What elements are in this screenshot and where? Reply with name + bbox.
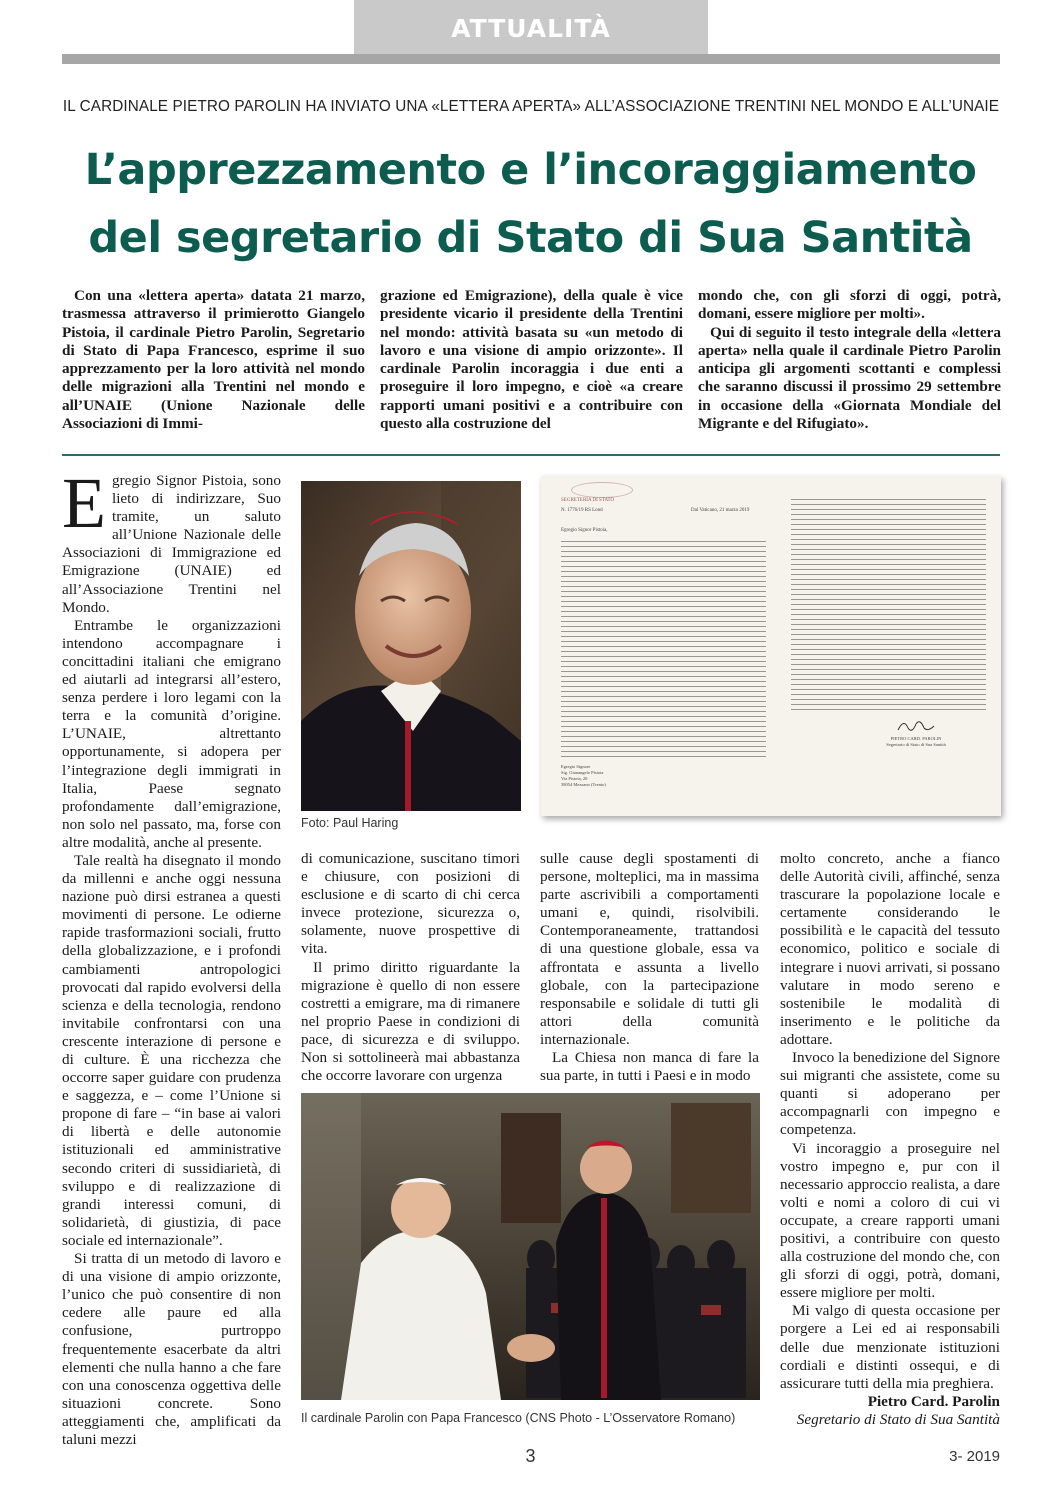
headline bbox=[40, 136, 1021, 272]
letter-salutation: Egregio Signor Pistoia, bbox=[561, 528, 608, 533]
body-paragraph: Tale realtà ha disegnato il mondo da millenni e anche oggi nessuna nazione può dirsi estranea a questi movimenti di persone. Le odierne rapide trasformazioni sociali, frutto della globalizzazione, e i profondi cambiamenti antropologici provocati dal rapido evolversi della scienza e della tecnologia, rendono invitabile confrontarsi con una crescente interazione di persone e di culture. È una ricchezza che occorre saper guidare con prudenza e saggezza, e – come l’Unione si propone di fare – “in base ai valori di libertà e delle autonomie istituzionali ed amministrative secondo criteri di sussidiarietà, di sviluppo e di realizzazione di grandi interessi comuni, di solidarietà, di giustizia, di pace sociale ed internazionale”. bbox=[62, 851, 281, 1249]
lead-divider bbox=[62, 454, 1000, 456]
body-paragraph: Mi valgo di questa occasione per porgere a Lei ed ai responsabili delle due menzionate istituzioni cordiali e distinti ossequi, e di assicurare tutti della mia preghiera. bbox=[780, 1302, 1000, 1392]
lead-paragraph: Qui di seguito il testo integrale della «lettera aperta» nella quale il cardinale Pietro Parolin anticipa gli argomenti scottanti e complessi che saranno discussi il prossimo 29 settembre in occasione della «Giornata Mondiale del Migrante e del Rifugiato». bbox=[698, 323, 1001, 433]
body-column-1 bbox=[62, 463, 281, 1449]
body-paragraph: La Chiesa non manca di fare la sua parte, in tutti i Paesi e in modo bbox=[540, 1049, 759, 1085]
body-paragraph: Invoco la benedizione del Signore sui migranti che assistete, come su quanti si adoperano per accompagnarli con impegno e competenza. bbox=[780, 1049, 1000, 1139]
signature-title: Segretario di Stato di Sua Santità bbox=[796, 1410, 1000, 1428]
body-column-4 bbox=[780, 850, 1000, 1429]
portrait-caption: Foto: Paul Haring bbox=[301, 816, 399, 830]
body-paragraph: Il primo diritto riguardante la migrazione è quello di non essere costretti a emigrare, ma di rimanere nel proprio Paese in condizioni di pace, di sicurezza e di sviluppo. Non si sottolineerà mai abbastanza che occorre lavorare con urgenza bbox=[301, 958, 520, 1085]
lead-paragraph: grazione ed Emigrazione), della quale è vice presidente vicario il presidente della Trentini nel mondo: attività basata su «un metodo di lavoro e una visione di ampio orizzonte». Il cardinale Parolin incoraggia i due enti a proseguire il loro impegno, e cioè «a creare rapporti umani positivi e a contribuire con questo alla costruzione del bbox=[380, 287, 683, 433]
body-column-3 bbox=[540, 850, 759, 1085]
body-paragraph: di comunicazione, suscitano timori e chiusure, con posizioni di esclusione e di scarto di chi cerca invece protezione, sicurezza o, solamente, nuove prospettive di vita. bbox=[301, 850, 520, 958]
lead-column-3 bbox=[698, 287, 1001, 433]
page-number: 3 bbox=[525, 1446, 536, 1466]
letter-signature-block: PIETRO CARD. PAROLIN Segretario di Stato di Sua Santità bbox=[886, 736, 946, 747]
pope-cardinal-photo-image bbox=[301, 1093, 760, 1400]
headline-line-1: L’apprezzamento e l’incoraggiamento bbox=[84, 145, 977, 195]
portrait-photo-image bbox=[301, 481, 521, 811]
body-paragraph: Entrambe le organizzazioni intendono accompagnare i concittadini italiani che emigrano ed aiutarli ad integrarsi all’estero, senza perdere i loro legami con la terra e la comunità d’origine. L’UNAIE, altrettanto opportunamente, si adopera per l’integrazione degli immigrati in Italia, Paese segnato profondamente dall’emigrazione, non solo nel passato, ma, forse con altre modalità, anche al presente. bbox=[62, 616, 281, 851]
pope-cardinal-photo bbox=[301, 1093, 760, 1400]
signature-name: Pietro Card. Parolin bbox=[867, 1392, 1000, 1410]
section-bar bbox=[62, 54, 1000, 64]
kicker: IL CARDINALE PIETRO PAROLIN HA INVIATO UNA «LETTERA APERTA» ALL’ASSOCIAZIONE TRENTINI NEL MONDO E ALL’UNAIE bbox=[62, 98, 1000, 115]
body-paragraph: gregio Signor Pistoia, sono lieto di indirizzare, Suo tramite, un saluto all’Unione Nazionale delle Associazioni di Immigrazione ed Emigrazione (UNAIE) ed all’Associazione Trentini nel Mondo. bbox=[62, 472, 281, 616]
letter-date: Dal Vaticano, 21 marzo 2019 bbox=[691, 508, 750, 513]
lead-paragraph: Con una «lettera aperta» datata 21 marzo, trasmessa attraverso il primierotto Giangelo Pistoia, il cardinale Pietro Parolin, Segretario di Stato di Papa Francesco, esprime il suo apprezzamento per la loro attività nel mondo delle migrazioni alla Trentini nel mondo e all’UNAIE (Unione Nazionale delle Associazioni di Immi- bbox=[62, 287, 365, 433]
drop-cap: E bbox=[62, 463, 106, 543]
headline-line-2: del segretario di Stato di Sua Santità bbox=[88, 213, 973, 263]
issue-number: 3- 2019 bbox=[949, 1448, 1000, 1465]
letter-header: SEGRETERIA DI STATO bbox=[561, 498, 615, 503]
letter-address: Egregio Signore Sig. Gianangelo Pistoia Via Pistoia, 20 38054 Mezzano (Trento) bbox=[561, 764, 606, 787]
lead-column-2 bbox=[380, 287, 683, 433]
body-paragraph: Vi incoraggio a proseguire nel vostro impegno e, pur con il necessario approccio realista, a dare volti e nomi a coloro di cui vi occupate, a creare rapporti umani positivi, a contribuire con questo alla costruzione del mondo che, con gli sforzi di oggi, potrà, domani, essere migliore per molti. bbox=[780, 1139, 1000, 1302]
letter-signature-icon bbox=[896, 716, 936, 736]
body-paragraph: sulle cause degli spostamenti di persone, molteplici, ma in massima parte ascrivibili a comportamenti umani e, quindi, risolvibili. Contemporaneamente, trattandosi di una questione globale, essa va affrontata e assunta a livello globale, con la partecipazione responsabile e solidale di tutti gli attori della comunità internazionale. bbox=[540, 850, 759, 1048]
lead-paragraph: mondo che, con gli sforzi di oggi, potrà, domani, essere migliore per molti». bbox=[698, 287, 1001, 323]
letter-scan bbox=[541, 476, 1001, 816]
body-paragraph: molto concreto, anche a fianco delle Autorità civili, affinché, senza trascurare la popolazione locale e certamente considerando le possibilità e le capacità del tessuto economico, politico e sociale di integrare i nuovi arrivati, si possano valutare in modo sereno e sostenibile le modalità di inserimento e le politiche da adottare. bbox=[780, 850, 1000, 1048]
coat-of-arms-icon bbox=[571, 482, 633, 498]
body-column-2 bbox=[301, 850, 520, 1085]
portrait-photo bbox=[301, 481, 521, 811]
bottom-photo-caption: Il cardinale Parolin con Papa Francesco (CNS Photo - L’Osservatore Romano) bbox=[301, 1411, 736, 1425]
body-paragraph: Si tratta di un metodo di lavoro e di una visione di ampio orizzonte, l’unico che può consentire di non cedere alle paure ed alla confusione, purtroppo frequentemente esacerbate da altri elementi che nulla hanno a che fare con una conoscenza oggettiva delle situazioni concrete. Sono atteggiamenti che, amplificati da taluni mezzi bbox=[62, 1250, 281, 1448]
lead-column-1 bbox=[62, 287, 365, 433]
letter-text-right bbox=[791, 496, 986, 711]
section-label: ATTUALITÀ bbox=[354, 0, 708, 54]
letter-text-left bbox=[561, 538, 766, 758]
letter-ref: N. 1776/19 RS Lond bbox=[561, 508, 603, 513]
